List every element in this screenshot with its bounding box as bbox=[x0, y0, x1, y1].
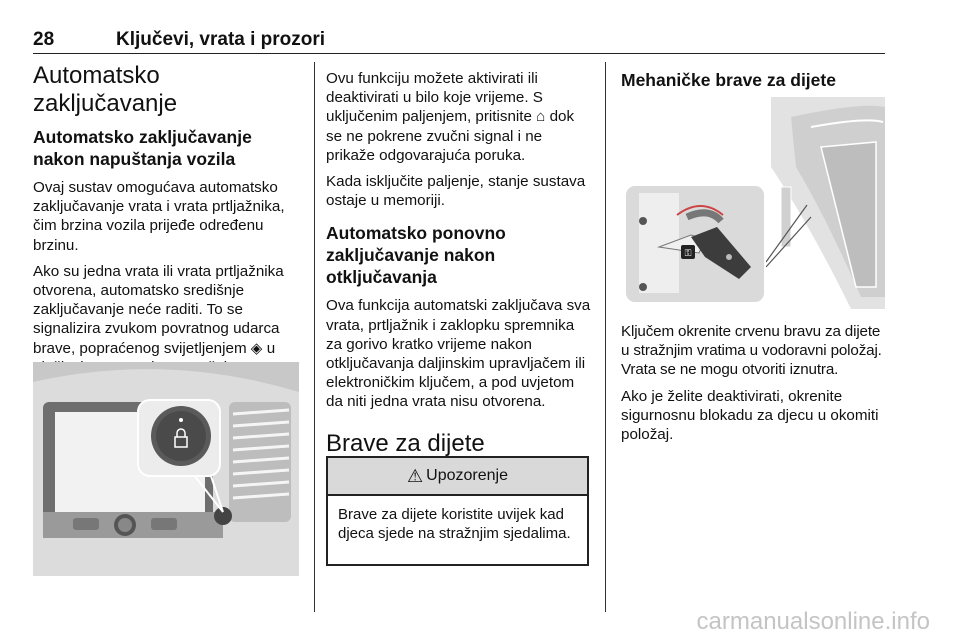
subheading: Automatsko zaključavanje nakon napuštanja vozila bbox=[33, 127, 252, 169]
warning-text: Brave za dijete koristite uvijek kad djeca sjede na stražnjim sjedalima. bbox=[338, 506, 571, 542]
warning-header bbox=[328, 458, 587, 496]
paragraph: Ključem okrenite crvenu bravu za dijete u stražnjim vratima u vodoravni položaj. Vrata se ne mogu otvoriti iznutra. bbox=[621, 323, 882, 379]
warning-icon: ⚠ bbox=[407, 465, 424, 486]
warning-box bbox=[326, 456, 589, 566]
column-divider-2 bbox=[605, 62, 606, 612]
column-3 bbox=[621, 69, 886, 91]
paragraph: Ova funkcija automatski zaključava sva vrata, prtljažnik i zaklopku spremnika za gorivo kratko vrijeme nakon otključavanja daljinskim upravljačem ili elektroničkim ključem, a pod uvjetom da niti jedna vrata nisu otvorena. bbox=[326, 297, 591, 411]
page-header bbox=[33, 29, 885, 51]
header-divider bbox=[33, 53, 885, 54]
warning-title: Upozorenje bbox=[426, 467, 508, 484]
dashboard-lock-illustration bbox=[33, 362, 299, 576]
section-heading: Brave za dijete bbox=[326, 429, 485, 457]
paragraph: Ovu funkciju možete aktivirati ili deaktivirati u bilo koje vrijeme. S uključenim paljenjem, pritisnite ⌂ dok se ne pokrene zvučni signal i ne prikaže odgovarajuća poruka. bbox=[326, 70, 575, 164]
page-number: 28 bbox=[33, 29, 55, 50]
paragraph: Kada isključite paljenje, stanje sustava ostaje u memoriji. bbox=[326, 173, 586, 210]
child-lock-illustration bbox=[621, 97, 885, 309]
column-2 bbox=[326, 69, 594, 458]
section-heading: Automatsko zaključavanje bbox=[33, 62, 178, 117]
subheading: Mehaničke brave za dijete bbox=[621, 70, 836, 90]
column-divider-1 bbox=[314, 62, 315, 612]
subheading: Automatsko ponovno zaključavanje nakon otključavanja bbox=[326, 223, 506, 288]
paragraph: Ako su jedna vrata ili vrata prtljažnika otvorena, automatsko središnje zaključavanje neće raditi. To se signalizira zvukom povratnog udarca brave, popraćenog svijetljenjem ◈ u bbox=[33, 262, 284, 357]
paragraph: Ovaj sustav omogućava automatsko zaključavanje vrata i vrata prtljažnika, čim brzina vozila prijeđe određenu brzinu. bbox=[33, 179, 285, 254]
section-title: Ključevi, vrata i prozori bbox=[116, 29, 326, 50]
paragraph: Ako je želite deaktivirati, okrenite sigurnosnu blokadu za djecu u okomiti položaj. bbox=[621, 387, 879, 444]
svg-text:⚿: ⚿ bbox=[684, 249, 692, 259]
column-1 bbox=[33, 62, 299, 396]
watermark: carmanualsonline.info bbox=[696, 608, 930, 635]
column-3-text bbox=[621, 322, 889, 444]
